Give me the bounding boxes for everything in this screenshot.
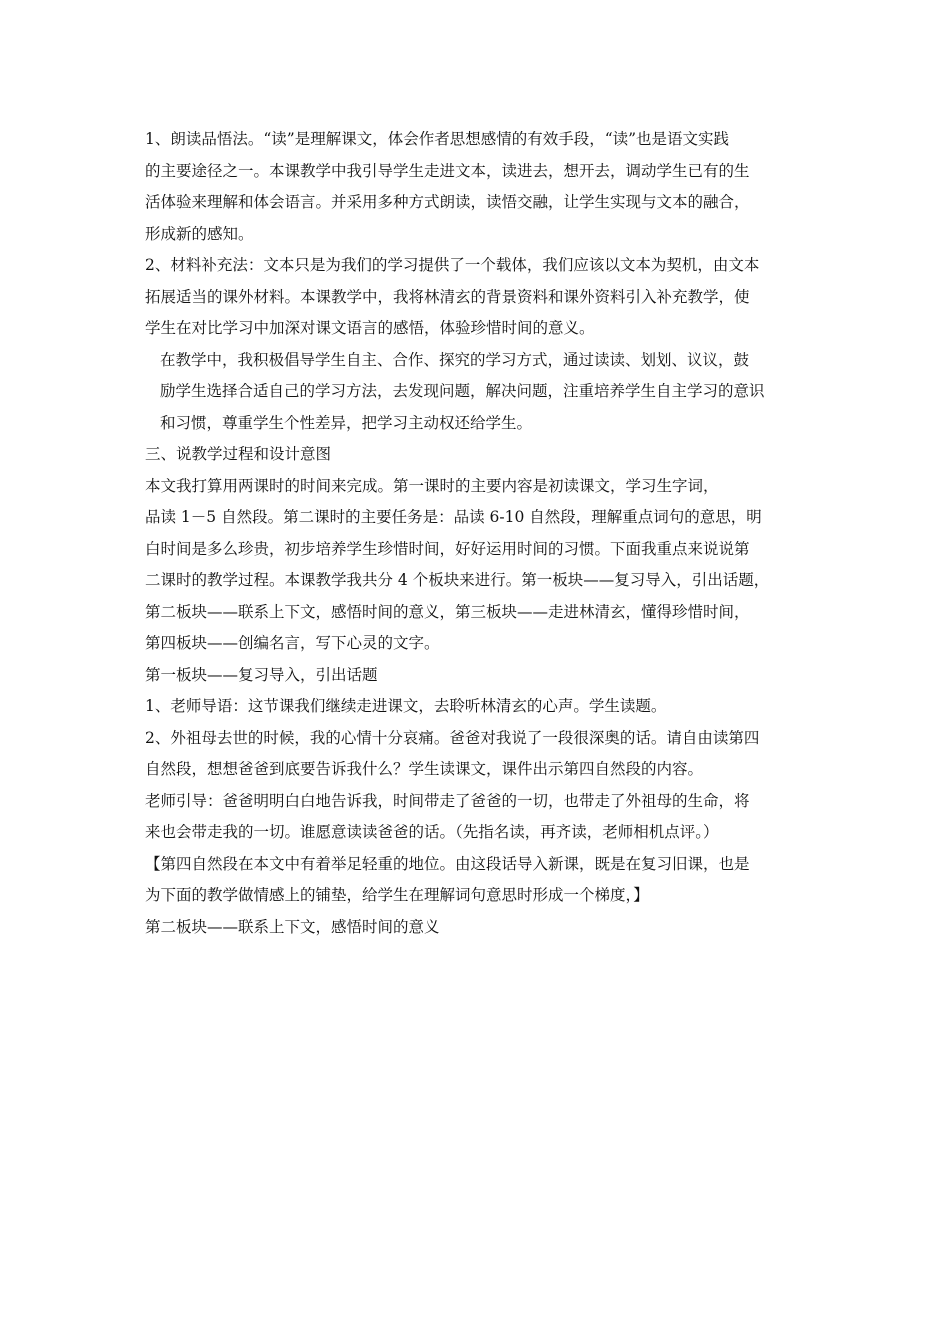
section-heading-teaching-process: 三、说教学过程和设计意图	[145, 445, 332, 463]
text-line: 来也会带走我的一切。谁愿意读读爸爸的话。（先指名读，再齐读，老师相机点评。）	[145, 823, 719, 841]
paragraph-teacher-intro	[145, 691, 805, 723]
text-line: 形成新的感知。	[145, 224, 254, 243]
text-line: 2、外祖母去世的时候，我的心情十分哀痛。爸爸对我说了一段很深奥的话。请自由读第四	[145, 728, 760, 747]
text-line: 在教学中，我积极倡导学生自主、合作、探究的学习方式，通过读读、划划、议议，鼓	[160, 350, 750, 369]
text-line: 白时间是多么珍贵，初步培养学生珍惜时间，好好运用时间的习惯。下面我重点来说说第	[145, 539, 750, 558]
block-heading-1: 第一板块——复习导入，引出话题	[145, 665, 378, 684]
text-line: 第四板块——创编名言，写下心灵的文字。	[145, 634, 440, 652]
block-heading-2: 第二板块——联系上下文，感悟时间的意义	[145, 917, 440, 936]
text-line: 本文我打算用两课时的时间来完成。第一课时的主要内容是初读课文，学习生字词，	[145, 476, 719, 495]
text-line: 自然段，想想爸爸到底要告诉我什么？学生读课文，课件出示第四自然段的内容。	[145, 760, 704, 778]
paragraph-material-method	[145, 250, 805, 345]
paragraph-reading-method	[145, 124, 805, 250]
text-line: 的主要途径之一。本课教学中我引导学生走进文本，读进去，想开去，调动学生已有的生	[145, 161, 750, 180]
paragraph-grandmother	[145, 723, 805, 786]
text-line: 拓展适当的课外材料。本课教学中，我将林清玄的背景资料和课外资料引入补充教学，使	[145, 287, 750, 306]
text-line: 第二板块——联系上下文，感悟时间的意义，第三板块——走进林清玄，懂得珍惜时间，	[145, 602, 750, 621]
text-line: 【第四自然段在本文中有着举足轻重的地位。由这段话导入新课，既是在复习旧课，也是	[145, 854, 750, 873]
paragraph-lesson-plan	[145, 471, 805, 660]
document-body	[145, 124, 805, 943]
text-line: 励学生选择合适自己的学习方法，去发现问题，解决问题，注重培养学生自主学习的意识	[160, 382, 765, 400]
paragraph-design-note	[145, 849, 805, 912]
text-line: 二课时的教学过程。本课教学我共分 4 个板块来进行。第一板块——复习导入，引出话题，	[145, 571, 770, 589]
text-line: 和习惯，尊重学生个性差异，把学习主动权还给学生。	[160, 413, 533, 432]
text-line: 2、材料补充法：文本只是为我们的学习提供了一个载体，我们应该以文本为契机，由文本	[145, 256, 760, 274]
text-line: 学生在对比学习中加深对课文语言的感悟，体验珍惜时间的意义。	[145, 319, 595, 337]
paragraph-teacher-guide	[145, 786, 805, 849]
text-line: 1、老师导语：这节课我们继续走进课文，去聆听林清玄的心声。学生读题。	[145, 697, 667, 715]
text-line: 为下面的教学做情感上的铺垫，给学生在理解词句意思时形成一个梯度，】	[145, 886, 649, 904]
text-line: 1、朗读品悟法。“读”是理解课文，体会作者思想感情的有效手段，“读”也是语文实践	[145, 130, 730, 148]
text-line: 活体验来理解和体会语言。并采用多种方式朗读，读悟交融，让学生实现与文本的融合，	[145, 193, 750, 211]
paragraph-self-learning	[145, 345, 805, 440]
text-line: 品读 1－5 自然段。第二课时的主要任务是：品读 6-10 自然段，理解重点词句的意思，明	[145, 508, 762, 526]
text-line: 老师引导：爸爸明明白白地告诉我，时间带走了爸爸的一切，也带走了外祖母的生命，将	[145, 791, 750, 810]
